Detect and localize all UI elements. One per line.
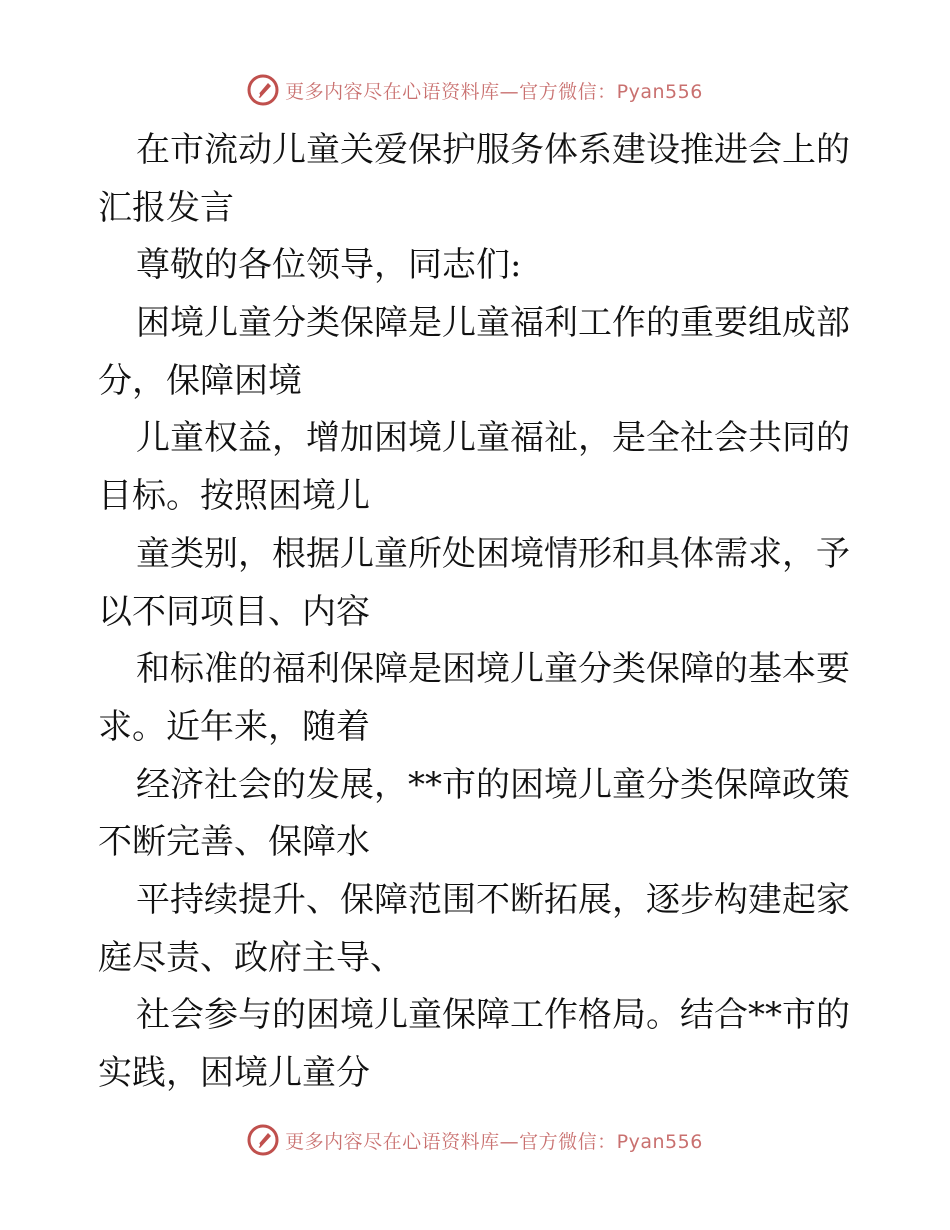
text-line: 平持续提升、保障范围不断拓展，逐步构建起家 [136,879,850,920]
text-line: 实践，困境儿童分 [98,1053,370,1093]
text-line: 尊敬的各位领导，同志们: [136,245,522,286]
text-line: 童类别，根据儿童所处困境情形和具体需求，予 [136,533,850,574]
brand-logo-icon [247,74,279,106]
footer-watermark [0,1120,950,1160]
watermark-text: 更多内容尽在心语资料库—官方微信：Pyan556 [285,1130,703,1153]
document-body [98,122,858,1103]
text-line: 汇报发言 [98,187,234,228]
watermark-text: 更多内容尽在心语资料库—官方微信：Pyan556 [285,80,703,103]
text-line: 在市流动儿童关爱保护服务体系建设推进会上的 [136,130,850,170]
text-line: 求。近年来，随着 [98,706,370,747]
text-line: 目标。按照困境儿 [98,476,370,517]
text-line: 分，保障困境 [98,360,302,401]
text-line: 和标准的福利保障是困境儿童分类保障的基本要 [136,649,850,690]
text-line: 困境儿童分类保障是儿童福利工作的重要组成部 [136,303,850,344]
text-line: 经济社会的发展，**市的困境儿童分类保障政策 [136,764,850,805]
brand-logo-icon [247,1124,279,1156]
text-line: 不断完善、保障水 [98,822,370,863]
header-watermark [0,70,950,110]
text-line: 庭尽责、政府主导、 [98,937,404,978]
text-line: 儿童权益，增加困境儿童福祉，是全社会共同的 [136,418,850,459]
text-line: 社会参与的困境儿童保障工作格局。结合**市的 [136,995,850,1036]
text-line: 以不同项目、内容 [98,591,370,632]
